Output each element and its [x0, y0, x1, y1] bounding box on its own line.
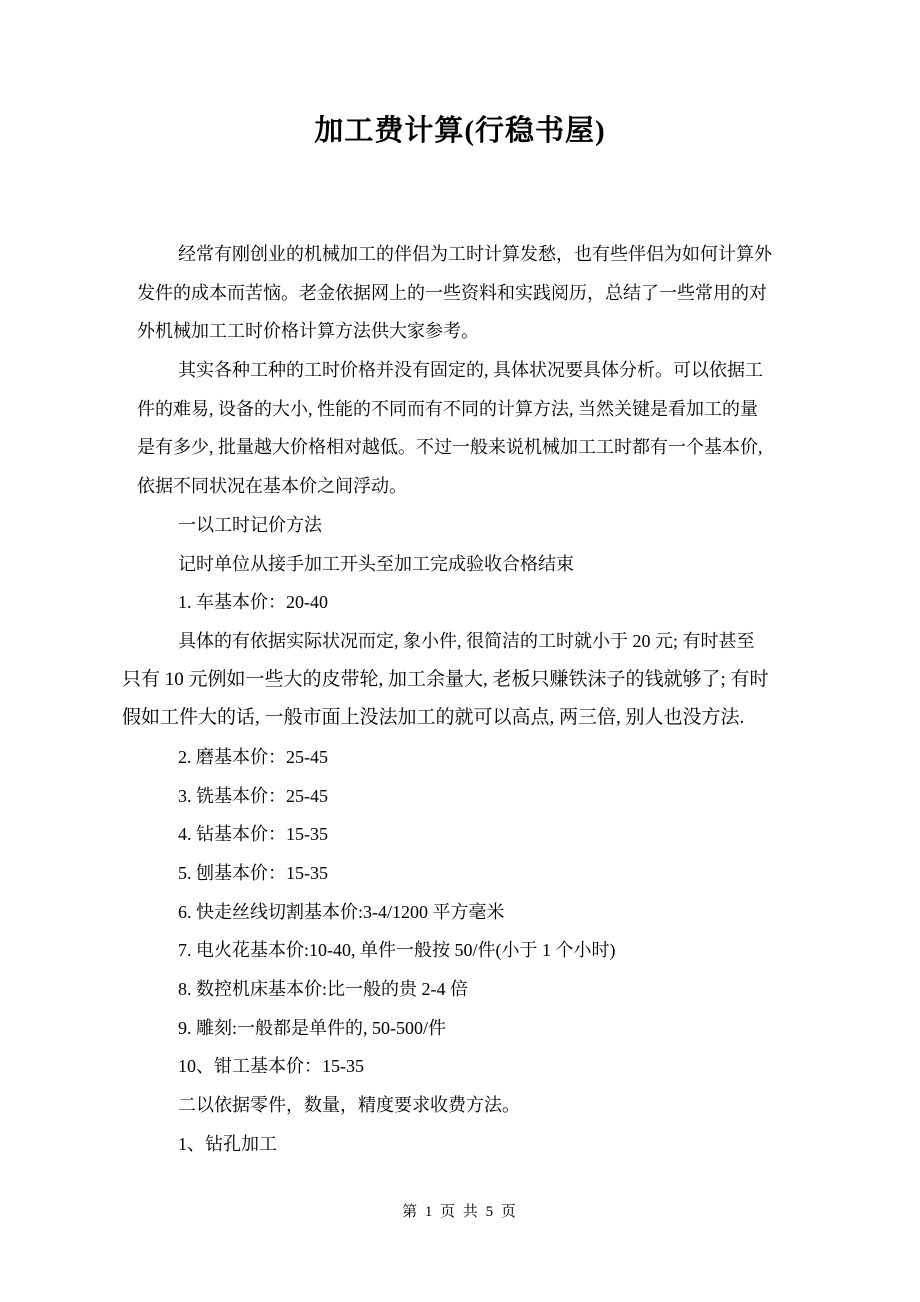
- text-line: 5. 刨基本价：15-35: [178, 863, 328, 883]
- text-line: 具体的有依据实际状况而定, 象小件, 很简洁的工时就小于 20 元; 有时甚至: [178, 630, 755, 651]
- text-line: 10、钳工基本价：15-35: [178, 1056, 364, 1077]
- text-line: 只有 10 元例如一些大的皮带轮, 加工余量大, 老板只赚铁沫子的钱就够了; 有时: [122, 668, 769, 690]
- text-line: 外机械加工工时价格计算方法供大家参考。: [137, 321, 479, 342]
- text-line: 假如工件大的话, 一般市面上没法加工的就可以高点, 两三倍, 别人也没方法.: [122, 707, 745, 729]
- text-line: 依据不同状况在基本价之间浮动。: [137, 476, 407, 497]
- text-line: 其实各种工种的工时价格并没有固定的, 具体状况要具体分析。可以依据工: [178, 360, 763, 381]
- text-line: 一以工时记价方法: [178, 514, 322, 535]
- text-line: 8. 数控机床基本价:比一般的贵 2-4 倍: [178, 979, 468, 1000]
- text-line: 1、钻孔加工: [178, 1133, 277, 1154]
- text-line: 2. 磨基本价：25-45: [178, 746, 328, 767]
- text-line: 9. 雕刻:一般都是单件的, 50-500/件: [178, 1017, 446, 1038]
- text-line: 7. 电火花基本价:10-40, 单件一般按 50/件(小于 1 个小时): [178, 940, 616, 961]
- text-line: 二以依据零件，数量，精度要求收费方法。: [178, 1095, 520, 1116]
- text-line: 3. 铣基本价：25-45: [178, 785, 328, 806]
- page-footer: 第 1 页 共 5 页: [402, 1204, 518, 1220]
- text-line: 是有多少, 批量越大价格相对越低。不过一般来说机械加工工时都有一个基本价,: [137, 437, 763, 458]
- text-line: 经常有刚创业的机械加工的伴侣为工时计算发愁，也有些伴侣为如何计算外: [178, 244, 772, 264]
- text-line: 记时单位从接手加工开头至加工完成验收合格结束: [178, 553, 574, 574]
- text-line: 1. 车基本价：20-40: [178, 592, 328, 613]
- document-title: 加工费计算(行稳书屋): [314, 115, 606, 147]
- text-line: 6. 快走丝线切割基本价:3-4/1200 平方毫米: [178, 901, 505, 922]
- text-line: 发件的成本而苦恼。老金依据网上的一些资料和实践阅历，总结了一些常用的对: [137, 282, 767, 303]
- text-line: 4. 钻基本价：15-35: [178, 824, 328, 845]
- document-body: [122, 235, 827, 1164]
- text-line: 件的难易, 设备的大小, 性能的不同而有不同的计算方法, 当然关键是看加工的量: [137, 398, 758, 419]
